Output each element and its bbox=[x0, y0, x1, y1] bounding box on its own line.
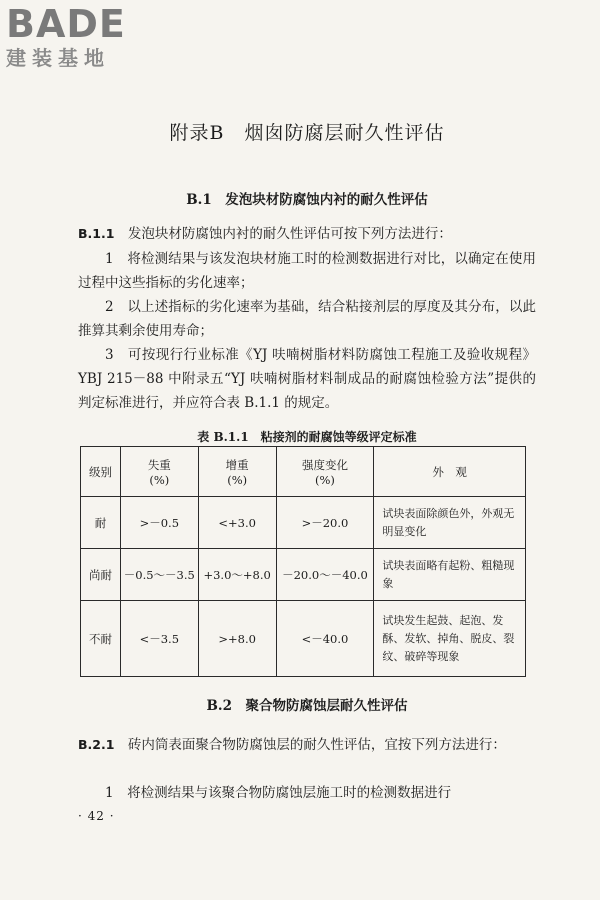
table-row bbox=[81, 549, 526, 601]
cell-strength: －20.0～－40.0 bbox=[276, 549, 374, 601]
cell-appearance: 试块发生起鼓、起泡、发酥、发软、掉角、脱皮、裂纹、破碎等现象 bbox=[374, 601, 526, 677]
table-row bbox=[81, 601, 526, 677]
cell-appearance: 试块表面除颜色外，外观无明显变化 bbox=[374, 497, 526, 549]
appendix-title: 附录B 烟囱防腐层耐久性评估 bbox=[169, 122, 445, 144]
logo-wordmark: BADE bbox=[6, 2, 126, 46]
cell-gain: <+3.0 bbox=[198, 497, 276, 549]
header-strength-change: 强度变化 (%) bbox=[276, 447, 374, 497]
bade-logo bbox=[6, 4, 126, 70]
corrosion-grade-table bbox=[80, 446, 526, 677]
cell-gain: +3.0～+8.0 bbox=[198, 549, 276, 601]
clause-b221 bbox=[78, 733, 536, 757]
cell-grade: 尚耐 bbox=[81, 549, 121, 601]
cell-appearance: 试块表面略有起粉、粗糙现象 bbox=[374, 549, 526, 601]
clause-text: 发泡块材防腐蚀内衬的耐久性评估可按下列方法进行： bbox=[114, 226, 452, 242]
header-weight-gain: 增重 (%) bbox=[198, 447, 276, 497]
cell-loss: <－3.5 bbox=[120, 601, 198, 677]
cell-loss: －0.5～－3.5 bbox=[120, 549, 198, 601]
logo-subtitle: 建装基地 bbox=[6, 46, 110, 70]
table-header-row bbox=[81, 447, 526, 497]
cell-grade: 不耐 bbox=[81, 601, 121, 677]
list-item-b1-3: 3 可按现行行业标准《YJ 呋喃树脂材料防腐蚀工程施工及验收规程》YBJ 215－88 中附录五“YJ 呋喃树脂材料制成品的耐腐蚀检验方法”提供的判定标准进行，并应符合表 B.1.1 的规定。 bbox=[78, 347, 536, 411]
clause-text: 砖内筒表面聚合物防腐蚀层的耐久性评估，宜按下列方法进行： bbox=[114, 737, 506, 753]
section-b1-heading: B.1 发泡块材防腐蚀内衬的耐久性评估 bbox=[186, 192, 428, 208]
header-weight-loss: 失重 (%) bbox=[120, 447, 198, 497]
cell-grade: 耐 bbox=[81, 497, 121, 549]
list-item-b1-1: 1 将检测结果与该发泡块材施工时的检测数据进行对比，以确定在使用过程中这些指标的劣化速率； bbox=[78, 251, 536, 291]
table-row bbox=[81, 497, 526, 549]
section-b2-heading: B.2 聚合物防腐蚀层耐久性评估 bbox=[206, 698, 408, 714]
cell-loss: >－0.5 bbox=[120, 497, 198, 549]
page-number: · 42 · bbox=[78, 809, 115, 823]
header-grade: 级别 bbox=[81, 447, 121, 497]
header-appearance: 外 观 bbox=[374, 447, 526, 497]
clause-number: B.1.1 bbox=[78, 226, 115, 241]
list-item-b2-1: 1 将检测结果与该聚合物防腐蚀层施工时的检测数据进行 bbox=[105, 785, 452, 801]
cell-strength: <－40.0 bbox=[276, 601, 374, 677]
clause-number: B.2.1 bbox=[78, 737, 115, 752]
cell-gain: >+8.0 bbox=[198, 601, 276, 677]
table-caption: 表 B.1.1 粘接剂的耐腐蚀等级评定标准 bbox=[197, 430, 417, 444]
cell-strength: >－20.0 bbox=[276, 497, 374, 549]
list-item-b1-2: 2 以上述指标的劣化速率为基础，结合粘接剂层的厚度及其分布，以此推算其剩余使用寿命； bbox=[78, 299, 536, 339]
clause-b111 bbox=[78, 222, 536, 246]
